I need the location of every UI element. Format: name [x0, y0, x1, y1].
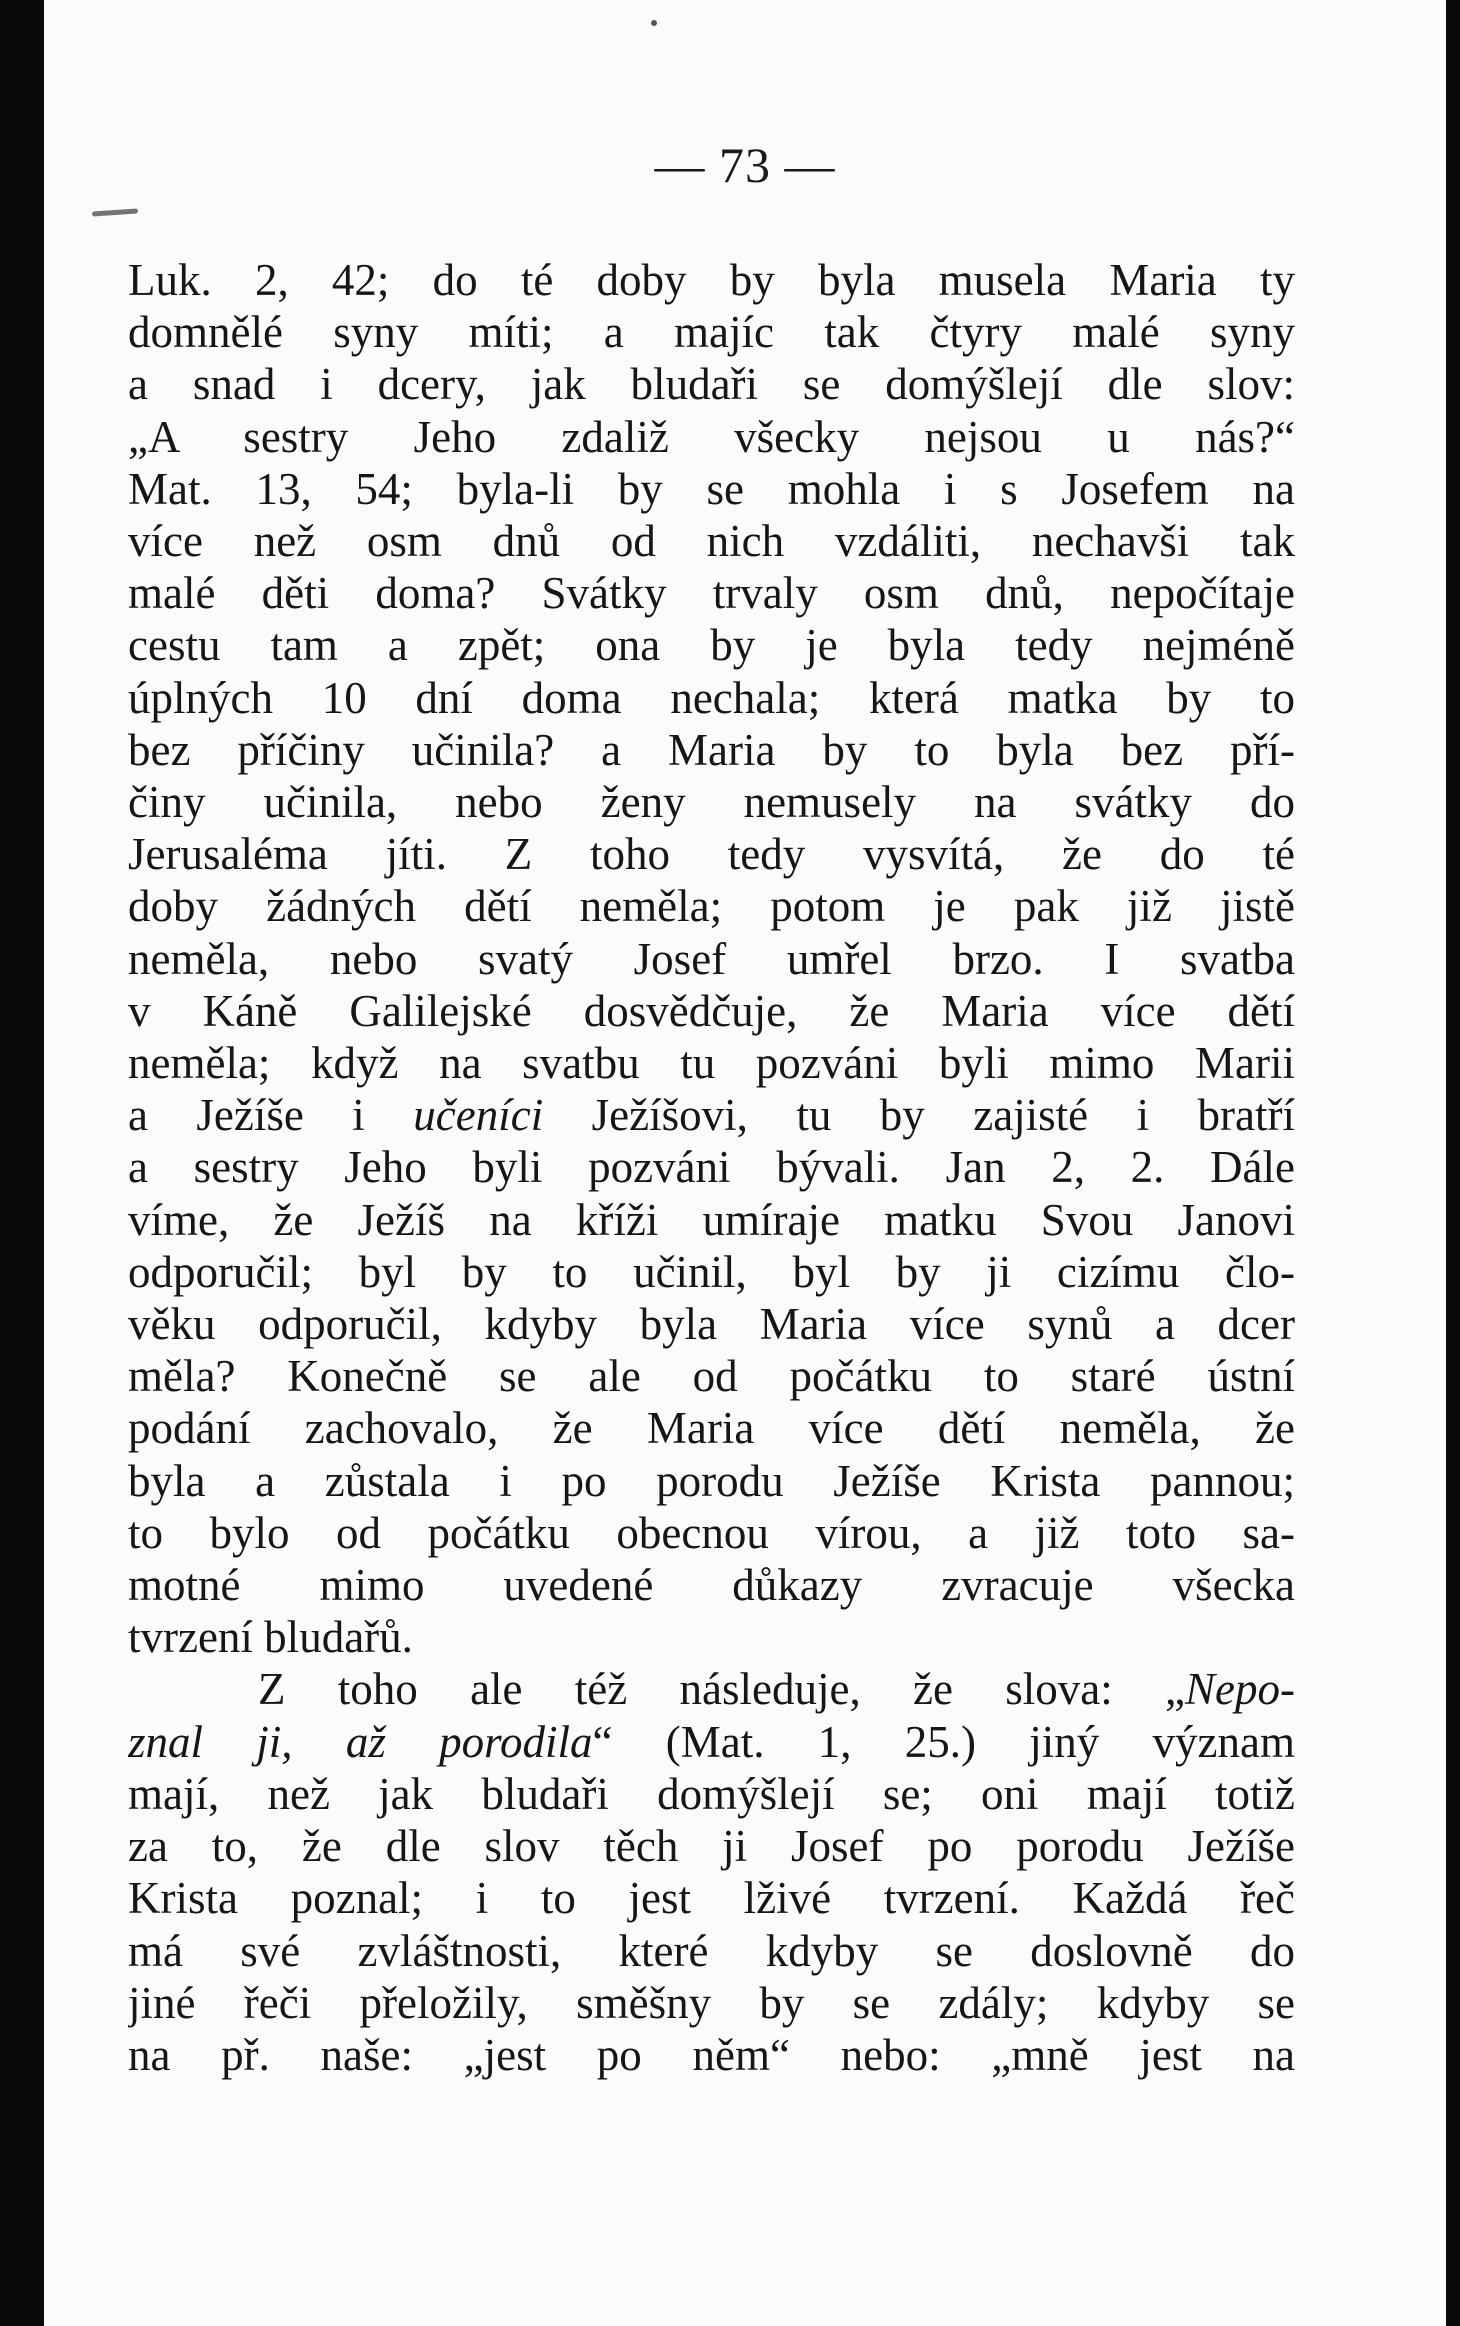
text-line: podání zachovalo, že Maria více dětí neměla, že — [128, 1403, 1295, 1454]
text-line: v Káně Galilejské dosvědčuje, že Maria více dětí — [128, 985, 1295, 1036]
text-run: a Ježíše i — [128, 1090, 414, 1141]
text-run: Z toho ale též následuje, že slova: „ — [258, 1664, 1186, 1715]
italic-text: Nepo- — [1185, 1664, 1295, 1715]
text-line — [128, 1089, 1295, 1141]
text-line: mají, než jak bludaři domýšlejí se; oni mají totiž — [128, 1768, 1295, 1819]
text-line — [128, 1716, 1295, 1768]
text-line: jiné řeči přeložily, směšny by se zdály; kdyby se — [128, 1977, 1295, 2028]
text-line: Jerusaléma jíti. Z toho tedy vysvítá, že do té — [128, 829, 1295, 880]
text-line: úplných 10 dní doma nechala; která matka by to — [128, 672, 1295, 723]
text-line: činy učinila, nebo ženy nemusely na svátky do — [128, 777, 1295, 828]
text-line: víme, že Ježíš na kříži umíraje matku Svou Janovi — [128, 1194, 1295, 1245]
text-line: motné mimo uvedené důkazy zvracuje všecka — [128, 1560, 1295, 1611]
text-line: malé děti doma? Svátky trvaly osm dnů, nepočítaje — [128, 568, 1295, 619]
text-line: neměla, nebo svatý Josef umřel brzo. I svatba — [128, 933, 1295, 984]
italic-text: znal ji, až porodila — [128, 1716, 593, 1767]
text-line: to bylo od počátku obecnou vírou, a již toto sa- — [128, 1507, 1295, 1558]
text-line: věku odporučil, kdyby byla Maria více synů a dcer — [128, 1299, 1295, 1350]
text-run: “ (Mat. 1, 25.) jiný význam — [592, 1716, 1295, 1767]
text-line: měla? Konečně se ale od počátku to staré ústní — [128, 1351, 1295, 1402]
text-line: tvrzení bludařů. — [128, 1612, 413, 1663]
text-line: za to, že dle slov těch ji Josef po porodu Ježíše — [128, 1821, 1295, 1872]
text-run: Ježíšovi, tu by zajisté i bratří — [543, 1090, 1295, 1141]
text-line: má své zvláštnosti, které kdyby se doslovně do — [128, 1925, 1295, 1976]
text-line: byla a zůstala i po porodu Ježíše Krista pannou; — [128, 1455, 1295, 1506]
text-line: cestu tam a zpět; ona by je byla tedy nejméně — [128, 620, 1295, 671]
text-line: doby žádných dětí neměla; potom je pak již jistě — [128, 881, 1295, 932]
text-line: neměla; když na svatbu tu pozváni byli mimo Marii — [128, 1038, 1295, 1089]
print-speck — [651, 20, 657, 26]
text-line: „A sestry Jeho zdaliž všecky nejsou u nás?“ — [128, 411, 1295, 462]
text-line: Krista poznal; i to jest lživé tvrzení. Každá řeč — [128, 1873, 1295, 1924]
text-line: Luk. 2, 42; do té doby by byla musela Maria ty — [128, 255, 1295, 305]
text-line: a sestry Jeho byli pozváni bývali. Jan 2, 2. Dále — [128, 1142, 1295, 1193]
text-line: odporučil; byl by to učinil, byl by ji cizímu člo- — [128, 1246, 1295, 1297]
italic-text: učeníci — [413, 1090, 544, 1141]
text-line: na př. naše: „jest po něm“ nebo: „mně jest na — [128, 2029, 1295, 2080]
ink-smudge — [92, 208, 138, 216]
text-line: více než osm dnů od nich vzdáliti, nechavši tak — [128, 516, 1295, 567]
text-line: a snad i dcery, jak bludaři se domýšlejí dle slov: — [128, 359, 1295, 410]
page-number: — 73 — — [654, 137, 836, 193]
text-line — [128, 1663, 1295, 1715]
book-page — [44, 0, 1446, 2326]
text-line: Mat. 13, 54; byla-li by se mohla i s Josefem na — [128, 463, 1295, 514]
text-line: bez příčiny učinila? a Maria by to byla bez pří- — [128, 724, 1295, 775]
text-line: domnělé syny míti; a majíc tak čtyry malé syny — [128, 307, 1295, 358]
body-text — [128, 254, 1295, 2081]
